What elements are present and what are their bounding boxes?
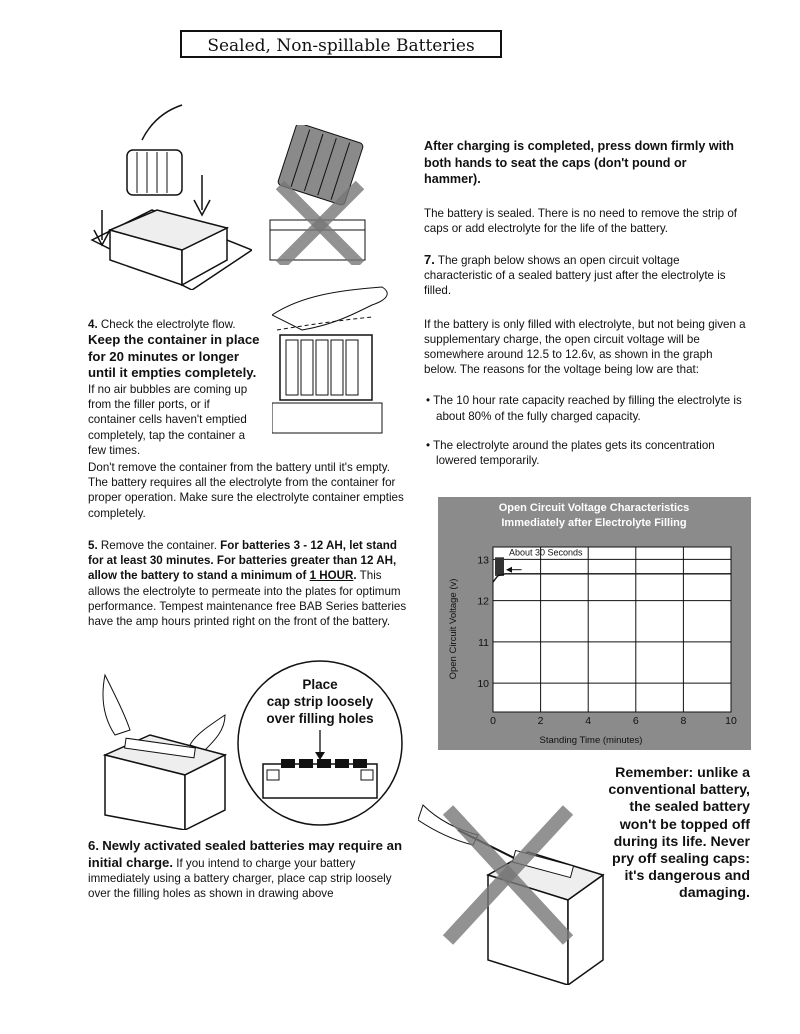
step7-number: 7. — [424, 251, 435, 267]
step5-number: 5. — [88, 539, 98, 552]
callout-text — [245, 676, 395, 727]
x-tick-label: 2 — [537, 715, 544, 727]
step4-text — [88, 317, 260, 458]
remember-note: Remember: unlike a conventional battery, the sealed battery won't be topped off during its life. Never pry off sealing caps: it's dangerous and damaging. — [608, 765, 750, 902]
x-tick-label: 8 — [680, 715, 687, 727]
y-tick-label: 11 — [478, 636, 489, 649]
step6-number: 6. — [88, 838, 99, 853]
sealed-text: The battery is sealed. There is no need to remove the strip of caps or add electrolyte for the life of the battery. — [424, 206, 737, 235]
y-tick-label: 12 — [477, 595, 489, 608]
step5-bold1: For batteries 3 - 12 AH, let stand for at least 30 minutes. — [88, 539, 397, 568]
callout-line2: cap strip loosely — [266, 694, 374, 709]
step5-lead: Remove the container. — [100, 539, 217, 552]
chart-title-line1: Open Circuit Voltage Characteristics — [498, 502, 690, 514]
chart-title-line2: Immediately after Electrolyte Filling — [501, 517, 687, 529]
y-tick-label: 10 — [477, 678, 489, 691]
chart-xlabel: Standing Time (minutes) — [539, 735, 643, 746]
step4-rest2: Don't remove the container from the battery until it's empty. The battery requires all the electrolyte from the container for proper operation. Make sure the electrolyte container empties completely. — [88, 461, 404, 520]
bullet-mark-1: • — [426, 394, 431, 408]
voltage-chart — [438, 497, 751, 750]
callout-line1: Place — [302, 677, 338, 692]
thirty-second-block — [495, 557, 504, 576]
step6-bold: Newly activated sealed batteries may require an initial charge. — [88, 838, 403, 870]
voltage-para: If the battery is only filled with electrolyte, but not being given a supplementary charge, the open circuit voltage will be somewhere around 12.5 to 12.6v, as shown in the graph below. The reasons for the voltage being low are that: — [424, 317, 746, 377]
x-tick-label: 10 — [725, 715, 737, 727]
step6-text — [88, 838, 410, 902]
place-caps-illustration — [95, 665, 235, 830]
step4-rest1: If no air bubbles are coming up from the filler ports, or if container cells haven't emptied completely, tap the container a few times. — [88, 382, 248, 457]
x-tick-label: 4 — [585, 715, 592, 727]
bullet-1: The 10 hour rate capacity reached by filling the electrolyte is about 80% of the fully charged capacity. — [433, 394, 742, 423]
plot-area — [493, 547, 731, 712]
pry-caps-crossed-illustration — [418, 790, 608, 985]
step4-lead: Check the electrolyte flow. — [100, 318, 236, 331]
bullet-2: The electrolyte around the plates gets its concentration lowered temporarily. — [433, 438, 715, 467]
step4-bold: Keep the container in place for 20 minutes or longer until it empties completely. — [88, 332, 260, 381]
y-tick-label: 13 — [477, 554, 489, 567]
right-column — [424, 138, 746, 468]
step5-rest2: Tempest maintenance free BAB Series batteries have the amp hours printed right on the front of the battery. — [88, 599, 407, 629]
step4-number: 4. — [88, 318, 98, 331]
step4-continued — [88, 460, 408, 521]
x-tick-label: 0 — [490, 715, 496, 727]
x-tick-label: 6 — [632, 715, 639, 727]
after-charging: After charging is completed, press down firmly with both hands to seat the caps (don't pound or hammer). — [424, 139, 734, 186]
step6-rest: If you intend to charge your battery immediately using a battery charger, place cap strip loosely over the filling holes as shown in drawing above — [88, 856, 392, 901]
step5-bold2: For batteries greater than 12 AH, allow the battery to stand a minimum of — [88, 554, 397, 583]
step5-rest1: This allows the electrolyte to permeate into the plates for optimum performance. — [88, 569, 401, 613]
annotation-label: About 30 Seconds — [509, 547, 583, 558]
battery-fill-illustration — [82, 100, 252, 290]
page-title: Sealed, Non-spillable Batteries — [180, 30, 502, 58]
bullet-mark-2: • — [426, 438, 431, 452]
step5-text: 5. Remove the container. For batteries 3 - 12 AH, let stand for at least 30 minutes. For batteries greater than 12 AH, allow the battery to stand a minimum of 1 HOUR. This allows the electrolyte to permeate into the plates for optimum performance. Tempest maintenance free BAB Series batteries have the amp hours printed right on the front of the battery. — [88, 539, 407, 629]
crossed-container-illustration — [265, 125, 370, 265]
callout-line3: over filling holes — [266, 711, 374, 726]
chart-ylabel: Open Circuit Voltage (v) — [448, 578, 459, 680]
tap-container-illustration — [272, 285, 397, 435]
step5-bold-underline: 1 HOUR — [309, 569, 354, 583]
step7-text: The graph below shows an open circuit voltage characteristic of a sealed battery just after the electrolyte is filled. — [424, 253, 726, 298]
